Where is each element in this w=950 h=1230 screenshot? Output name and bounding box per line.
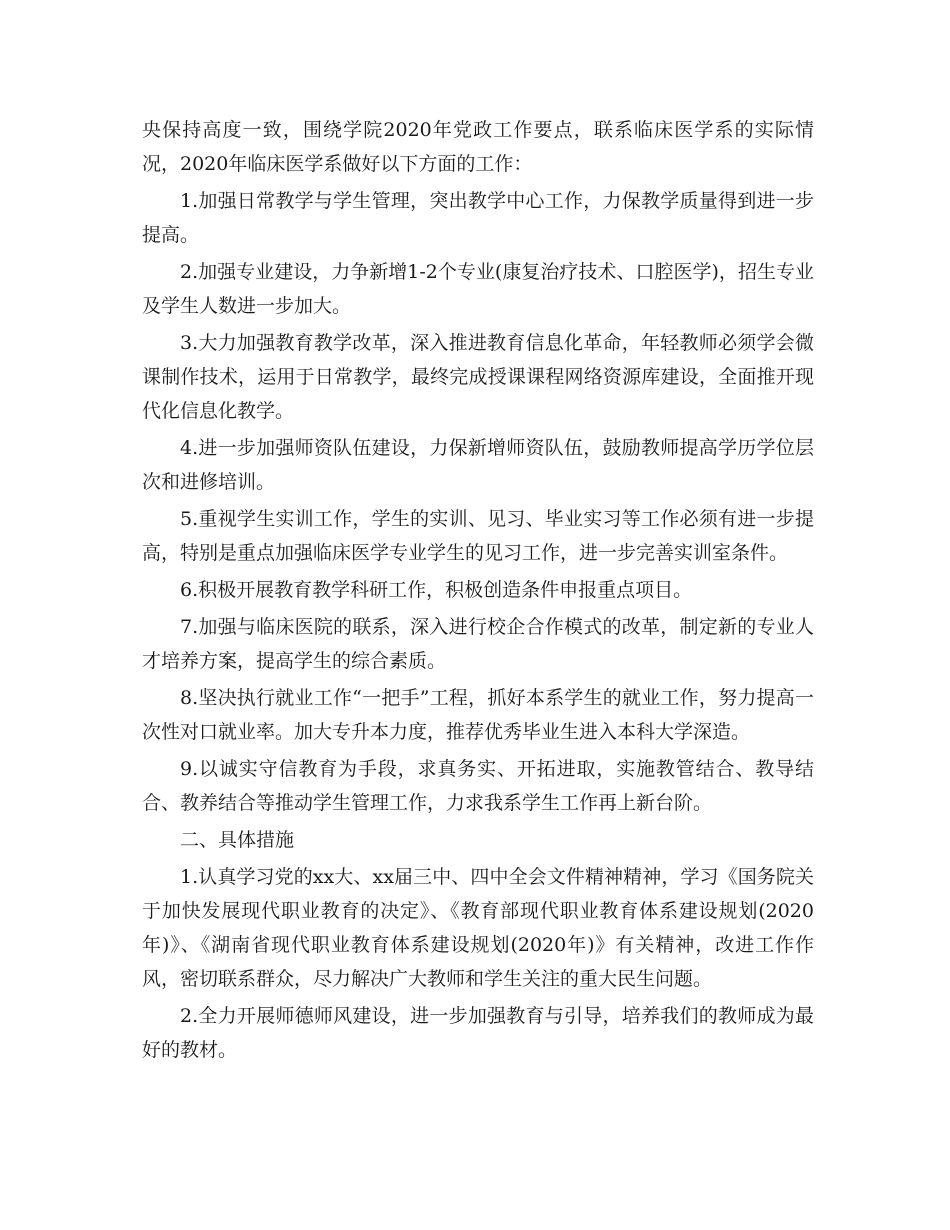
paragraph-item-7: 7.加强与临床医院的联系，深入进行校企合作模式的改革，制定新的专业人才培养方案，提高学生的综合素质。 (142, 616, 814, 672)
paragraph-measure-2: 2.全力开展师德师风建设，进一步加强教育与引导，培养我们的教师成为最好的教材。 (142, 1005, 814, 1061)
section-heading-measures: 二、具体措施 (180, 829, 295, 851)
paragraph-intro-continuation: 央保持高度一致，围绕学院2020年党政工作要点，联系临床医学系的实际情况，2020年临床医学系做好以下方面的工作： (142, 119, 814, 175)
paragraph-measure-1: 1.认真学习党的xx大、xx届三中、四中全会文件精神精神，学习《国务院关于加快发展现代职业教育的决定》、《教育部现代职业教育体系建设规划(2020年)》、《湖南省现代职业教育体系建设规划(2020年)》有关精神，改进工作作风，密切联系群众，尽力解决广大教师和学生关注的重大民生问题。 (142, 866, 814, 990)
paragraph-item-9: 9.以诚实守信教育为手段，求真务实、开拓进取，实施教管结合、教导结合、教养结合等推动学生管理工作，力求我系学生工作再上新台阶。 (142, 758, 814, 814)
paragraph-item-2: 2.加强专业建设，力争新增1-2个专业(康复治疗技术、口腔医学)，招生专业及学生人数进一步加大。 (142, 261, 814, 317)
paragraph-item-3: 3.大力加强教育教学改革，深入推进教育信息化革命，年轻教师必须学会微课制作技术，运用于日常教学，最终完成授课课程网络资源库建设，全面推开现代化信息化教学。 (142, 332, 814, 422)
paragraph-item-1: 1.加强日常教学与学生管理，突出教学中心工作，力保教学质量得到进一步提高。 (142, 190, 814, 246)
paragraph-item-8: 8.坚决执行就业工作“一把手”工程，抓好本系学生的就业工作，努力提高一次性对口就业率。加大专升本力度，推荐优秀毕业生进入本科大学深造。 (142, 687, 814, 743)
document-body (142, 113, 814, 1070)
paragraph-item-4: 4.进一步加强师资队伍建设，力保新增师资队伍，鼓励教师提高学历学位层次和进修培训。 (142, 437, 814, 493)
paragraph-item-5: 5.重视学生实训工作，学生的实训、见习、毕业实习等工作必须有进一步提高，特别是重点加强临床医学专业学生的见习工作，进一步完善实训室条件。 (142, 508, 814, 564)
paragraph-item-6: 6.积极开展教育教学科研工作，积极创造条件申报重点项目。 (180, 579, 693, 601)
